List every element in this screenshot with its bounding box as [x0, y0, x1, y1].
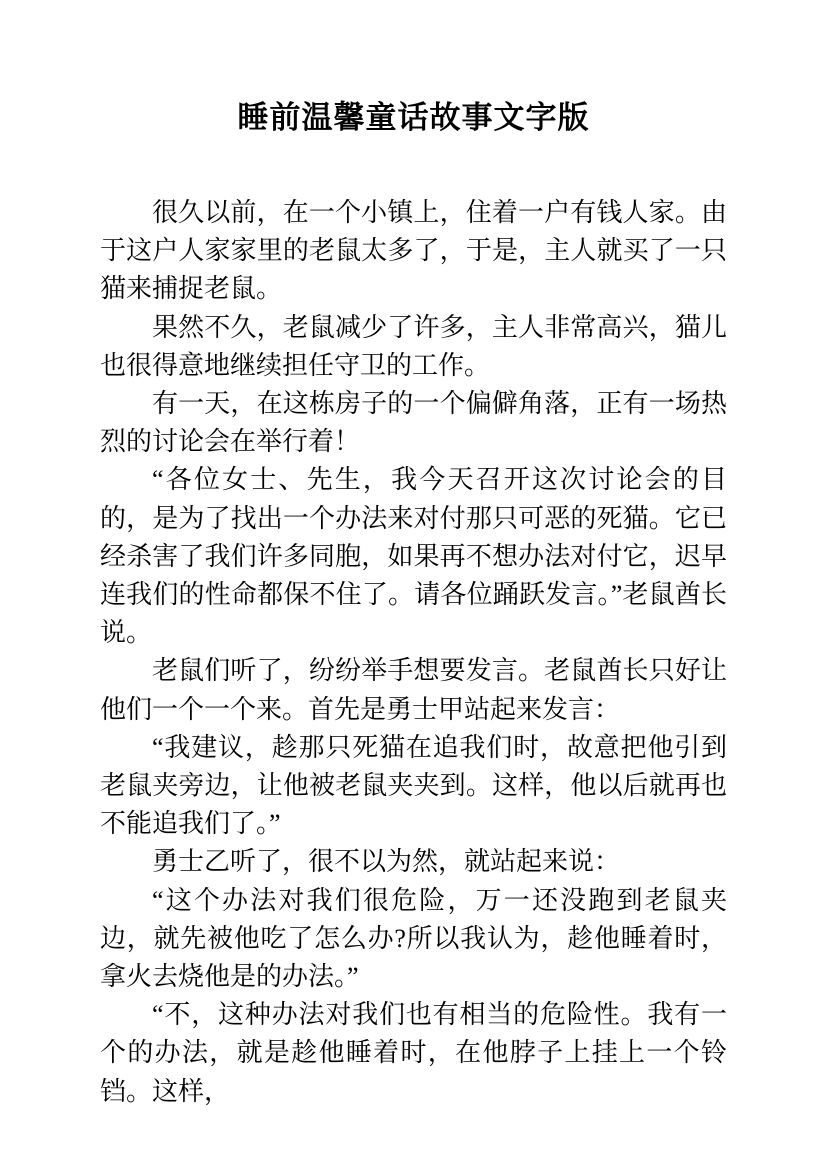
paragraph: 很久以前，在一个小镇上，住着一户有钱人家。由于这户人家家里的老鼠太多了，于是，主人就买了一只猫来捕捉老鼠。	[100, 198, 727, 304]
paragraph: “不，这种办法对我们也有相当的危险性。我有一个的办法，就是趁他睡着时，在他脖子上挂上一个铃铛。这样，	[100, 1000, 727, 1106]
paragraph: 勇士乙听了，很不以为然，就站起来说：	[152, 847, 621, 877]
paragraph: “这个办法对我们很危险，万一还没跑到老鼠夹边，就先被他吃了怎么办?所以我认为，趁他睡着时，拿火去烧他是的办法。”	[100, 885, 727, 992]
paragraph: 果然不久，老鼠减少了许多，主人非常高兴，猫儿也很得意地继续担任守卫的工作。	[100, 312, 727, 380]
paragraph: “各位女士、先生，我今天召开这次讨论会的目的，是为了找出一个办法来对付那只可恶的死猫。它已经杀害了我们许多同胞，如果再不想办法对付它，迟早连我们的性命都保不住了。请各位踊跃发言。”老鼠酋长说。	[100, 465, 727, 648]
paragraph: 老鼠们听了，纷纷举手想要发言。老鼠酋长只好让他们一个一个来。首先是勇士甲站起来发言：	[100, 656, 727, 724]
document-title: 睡前温馨童话故事文字版	[237, 100, 590, 135]
document-body	[100, 194, 727, 1111]
paragraph: “我建议，趁那只死猫在追我们时，故意把他引到老鼠夹旁边，让他被老鼠夹夹到。这样，他以后就再也不能追我们了。”	[100, 732, 727, 839]
paragraph: 有一天，在这栋房子的一个偏僻角落，正有一场热烈的讨论会在举行着！	[100, 389, 727, 457]
